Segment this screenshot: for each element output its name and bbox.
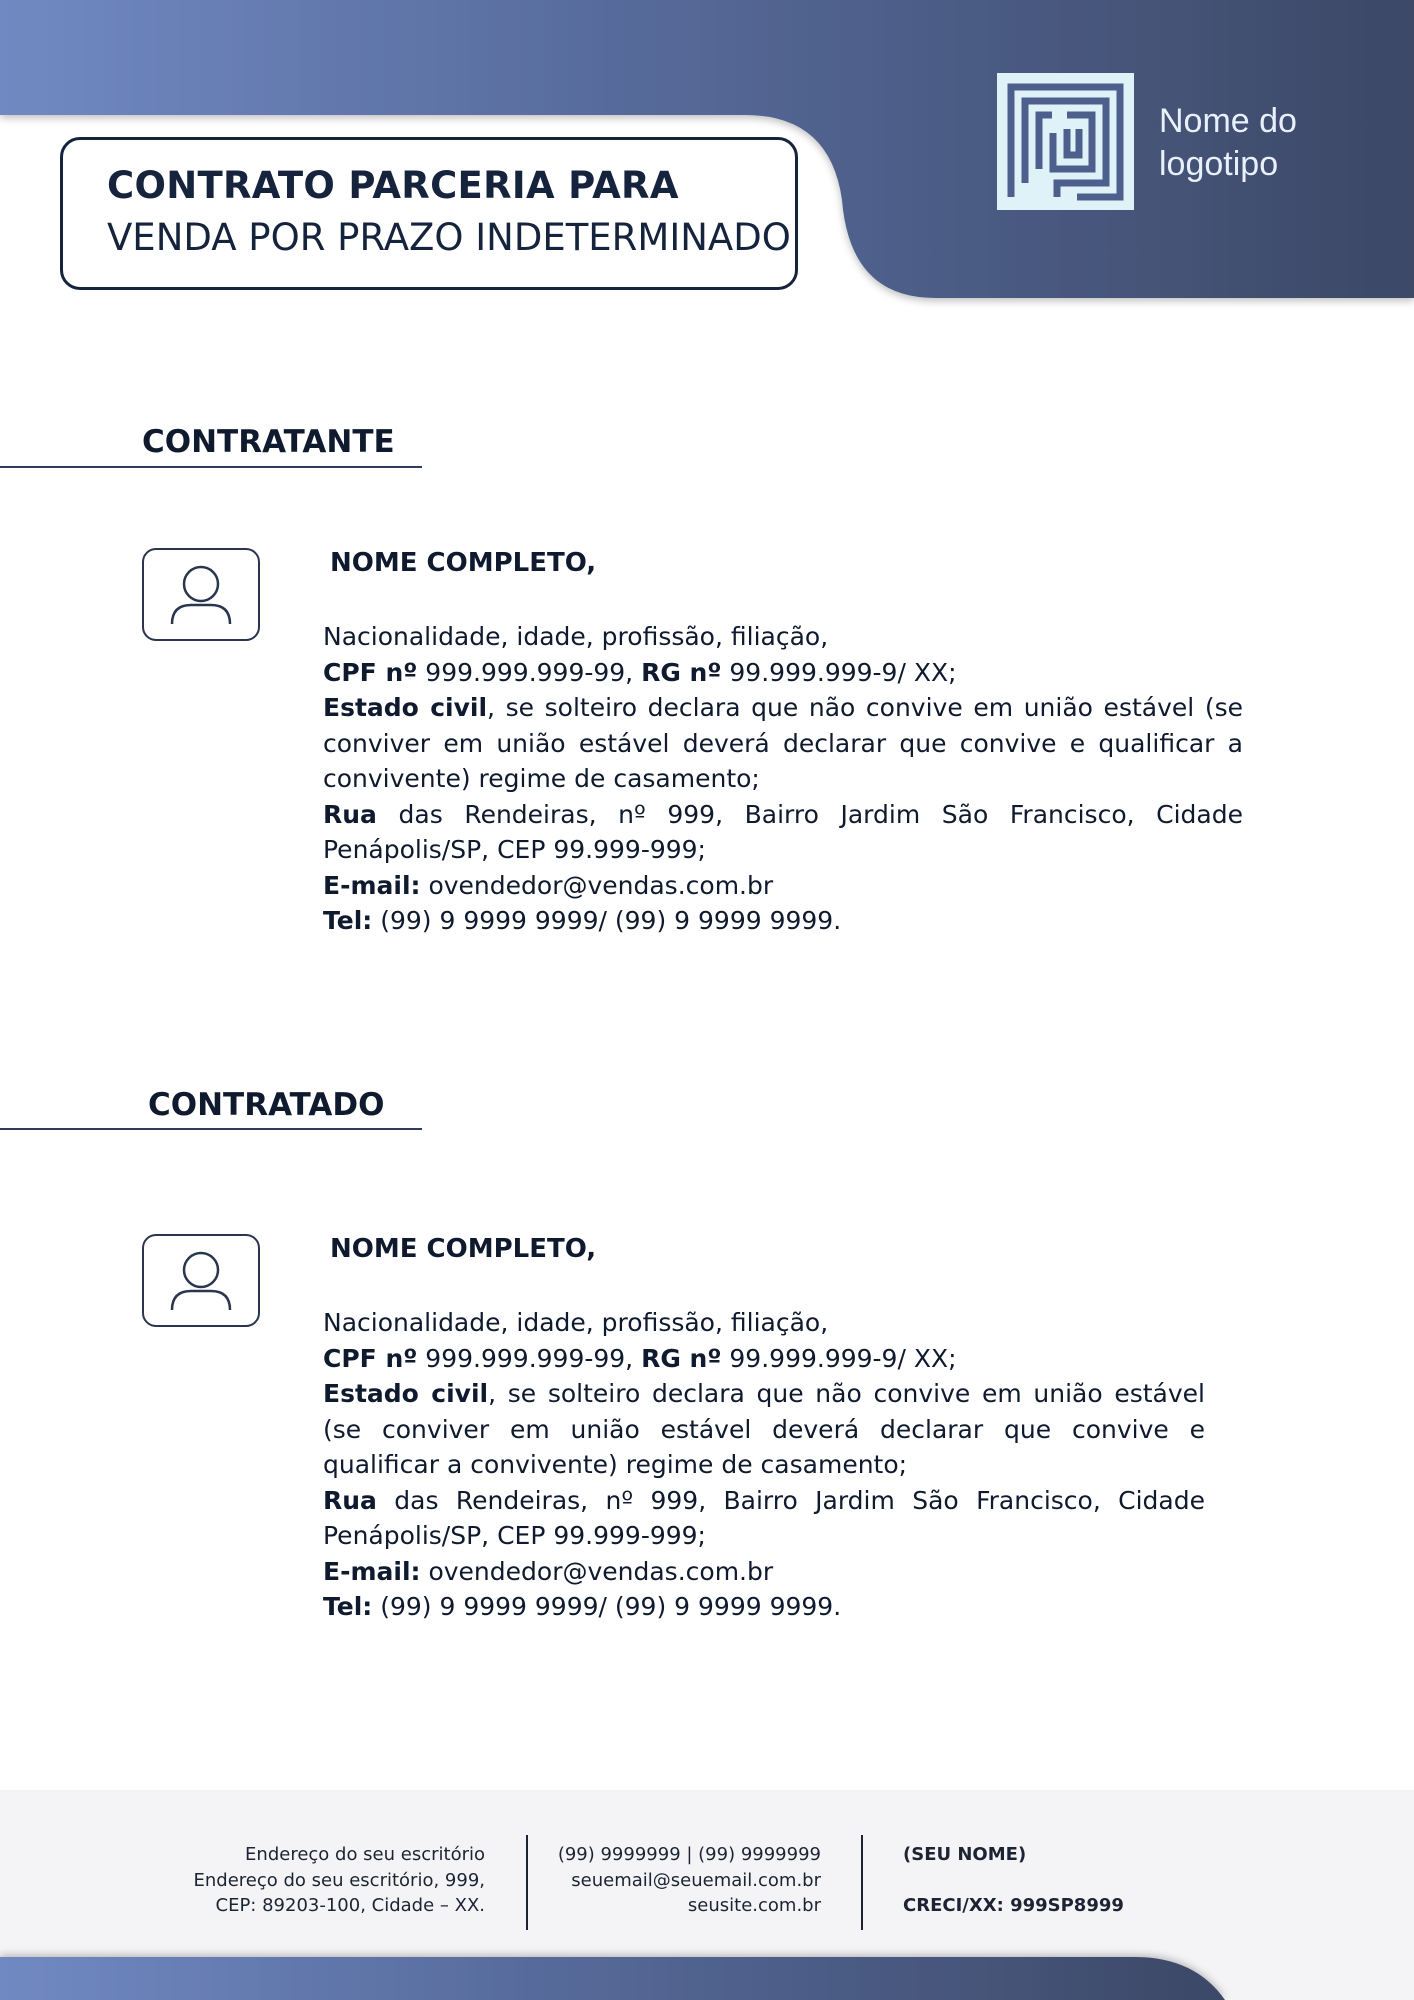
tel-value: (99) 9 9999 9999/ (99) 9 9999 9999. — [372, 1592, 842, 1621]
email-label: E-mail: — [323, 870, 421, 900]
footer-creci: CRECI/XX: 999SP8999 — [903, 1895, 1124, 1916]
footer-address-line2: Endereço do seu escritório, 999, — [193, 1869, 485, 1891]
footer-separator — [861, 1835, 863, 1930]
avatar-contratante — [142, 548, 260, 641]
rua-label: Rua — [323, 799, 377, 829]
tel-label: Tel: — [323, 906, 373, 935]
section-divider — [0, 1128, 422, 1130]
cpf-value: 999.999.999-99, — [417, 657, 642, 687]
document-title: CONTRATO PARCERIA PARA — [107, 164, 679, 207]
maze-logo-icon — [997, 73, 1134, 210]
footer-address — [170, 1842, 485, 1919]
nationality-line: Nacionalidade, idade, profissão, filiação, — [323, 1308, 829, 1337]
footer-contacts — [540, 1842, 821, 1919]
email-label: E-mail: — [323, 1556, 421, 1586]
cpf-label: CPF nº — [323, 657, 418, 687]
tel-line — [323, 903, 1243, 939]
civil-status — [323, 690, 1243, 797]
address — [323, 797, 1243, 868]
email-value: ovendedor@vendas.com.br — [420, 1556, 774, 1586]
party-details — [323, 1305, 1205, 1625]
cpf-label: CPF nº — [323, 1343, 418, 1373]
civil-text: , se solteiro declara que não convive em união estável (se conviver em união estável deverá declarar que convive e qualificar a convivente) regime de casamento; — [323, 693, 1243, 793]
rua-label: Rua — [323, 1485, 377, 1515]
footer-agent-name: (SEU NOME) — [903, 1844, 1027, 1865]
section-title-contratado: CONTRATADO — [148, 1087, 385, 1123]
footer-email[interactable]: seuemail@seuemail.com.br — [571, 1869, 821, 1891]
logo-text — [1159, 100, 1297, 186]
avatar-contratado — [142, 1234, 260, 1327]
document-subtitle: VENDA POR PRAZO INDETERMINADO — [107, 216, 791, 259]
cpf-value: 999.999.999-99, — [417, 1343, 642, 1373]
address — [323, 1483, 1205, 1554]
user-avatar-icon — [144, 550, 258, 639]
email-value: ovendedor@vendas.com.br — [420, 870, 774, 900]
email-line — [323, 868, 1243, 904]
id-line — [323, 1341, 1205, 1377]
tel-label: Tel: — [323, 1592, 373, 1621]
logo-text-line1: Nome do — [1159, 102, 1297, 140]
party-details — [323, 619, 1243, 939]
rg-value: 99.999.999-9/ XX; — [721, 657, 957, 687]
footer-banner — [0, 1945, 1414, 2000]
nationality-line: Nacionalidade, idade, profissão, filiação, — [323, 622, 829, 651]
footer-address-line1: Endereço do seu escritório — [245, 1844, 485, 1865]
document-title-box — [60, 137, 798, 290]
civil-text: , se solteiro declara que não convive em união estável (se conviver em união estável deverá declarar que convive e qualificar a convivente) regime de casamento; — [323, 1379, 1205, 1479]
footer-site[interactable]: seusite.com.br — [687, 1895, 821, 1916]
rg-value: 99.999.999-9/ XX; — [721, 1343, 957, 1373]
party-name: NOME COMPLETO, — [330, 1234, 597, 1264]
user-avatar-icon — [144, 1236, 258, 1325]
section-divider — [0, 466, 422, 468]
rg-label: RG nº — [641, 1343, 722, 1373]
civil-status — [323, 1376, 1205, 1483]
civil-label: Estado civil — [323, 1379, 489, 1408]
id-line — [323, 655, 1243, 691]
party-name: NOME COMPLETO, — [330, 548, 597, 578]
footer-separator — [526, 1835, 528, 1930]
tel-value: (99) 9 9999 9999/ (99) 9 9999 9999. — [372, 906, 842, 935]
footer-agent — [903, 1842, 1203, 1919]
footer-phones: (99) 9999999 | (99) 9999999 — [557, 1844, 821, 1865]
rua-text: das Rendeiras, nº 999, Bairro Jardim São Francisco, Cidade Penápolis/SP, CEP 99.999-999; — [323, 1485, 1205, 1550]
rua-text: das Rendeiras, nº 999, Bairro Jardim São Francisco, Cidade Penápolis/SP, CEP 99.999-999; — [323, 799, 1243, 864]
tel-line — [323, 1589, 1205, 1625]
rg-label: RG nº — [641, 657, 722, 687]
email-line — [323, 1554, 1205, 1590]
section-title-contratante: CONTRATANTE — [142, 424, 395, 460]
footer-address-line3: CEP: 89203-100, Cidade – XX. — [215, 1895, 485, 1916]
logo-text-line2: logotipo — [1159, 145, 1279, 183]
civil-label: Estado civil — [323, 693, 488, 722]
